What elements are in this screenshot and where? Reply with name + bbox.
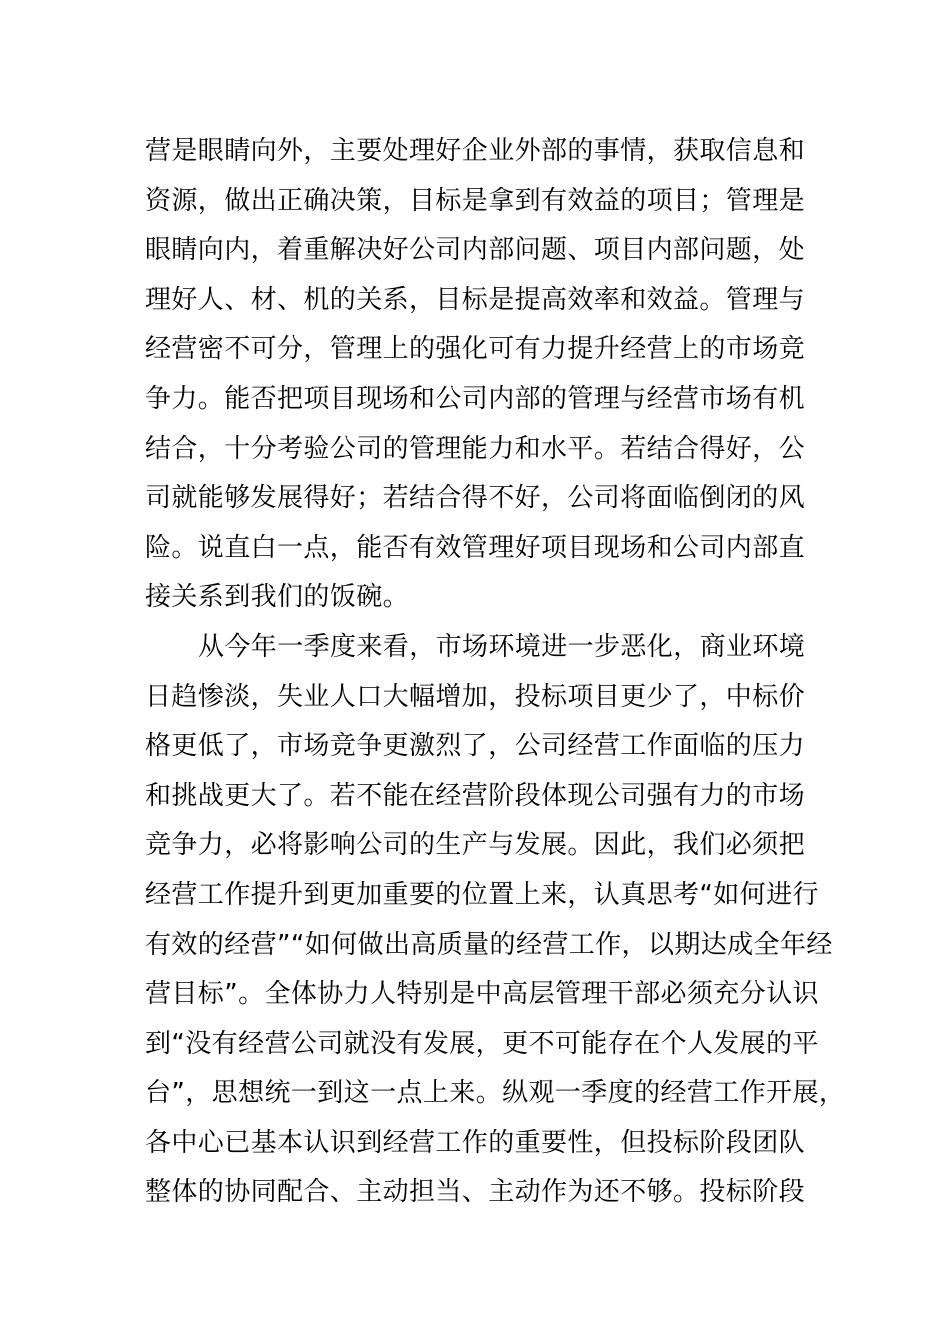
text-line: 竞争力，必将影响公司的生产与发展。因此，我们必须把 bbox=[145, 830, 806, 861]
text-line: 经营工作提升到更加重要的位置上来，认真思考“如何进行 bbox=[145, 879, 819, 910]
text-line: 日趋惨淡，失业人口大幅增加，投标项目更少了，中标价 bbox=[145, 681, 806, 712]
text-line: 营目标”。全体协力人特别是中高层管理干部必须充分认识 bbox=[145, 979, 819, 1010]
text-line: 格更低了，市场竞争更激烈了，公司经营工作面临的压力 bbox=[145, 731, 806, 762]
text-line: 资源，做出正确决策，目标是拿到有效益的项目；管理是 bbox=[145, 185, 806, 216]
text-line: 司就能够发展得好；若结合得不好，公司将面临倒闭的风 bbox=[145, 483, 806, 514]
text-line: 各中心已基本认识到经营工作的重要性，但投标阶段团队 bbox=[145, 1127, 806, 1158]
text-line: 争力。能否把项目现场和公司内部的管理与经营市场有机 bbox=[145, 383, 806, 414]
text-line: 理好人、材、机的关系，目标是提高效率和效益。管理与 bbox=[145, 284, 806, 315]
body-text bbox=[145, 127, 845, 1218]
text-line: 有效的经营”“如何做出高质量的经营工作，以期达成全年经 bbox=[145, 929, 833, 960]
text-line: 险。说直白一点，能否有效管理好项目现场和公司内部直 bbox=[145, 532, 806, 563]
text-line: 眼睛向内，着重解决好公司内部问题、项目内部问题，处 bbox=[145, 235, 806, 266]
text-line: 到“没有经营公司就没有发展，更不可能存在个人发展的平 bbox=[145, 1028, 819, 1059]
text-line: 接关系到我们的饭碗。 bbox=[145, 582, 410, 613]
paragraph-start-line: 从今年一季度来看，市场环境进一步恶化，商业环境 bbox=[198, 631, 806, 662]
text-line: 经营密不可分，管理上的强化可有力提升经营上的市场竞 bbox=[145, 334, 806, 365]
text-line: 台”，思想统一到这一点上来。纵观一季度的经营工作开展， bbox=[145, 1078, 846, 1109]
text-line: 整体的协同配合、主动担当、主动作为还不够。投标阶段 bbox=[145, 1177, 806, 1208]
text-line: 和挑战更大了。若不能在经营阶段体现公司强有力的市场 bbox=[145, 780, 806, 811]
text-line: 结合，十分考验公司的管理能力和水平。若结合得好，公 bbox=[145, 433, 806, 464]
text-line: 营是眼睛向外，主要处理好企业外部的事情，获取信息和 bbox=[145, 136, 806, 166]
